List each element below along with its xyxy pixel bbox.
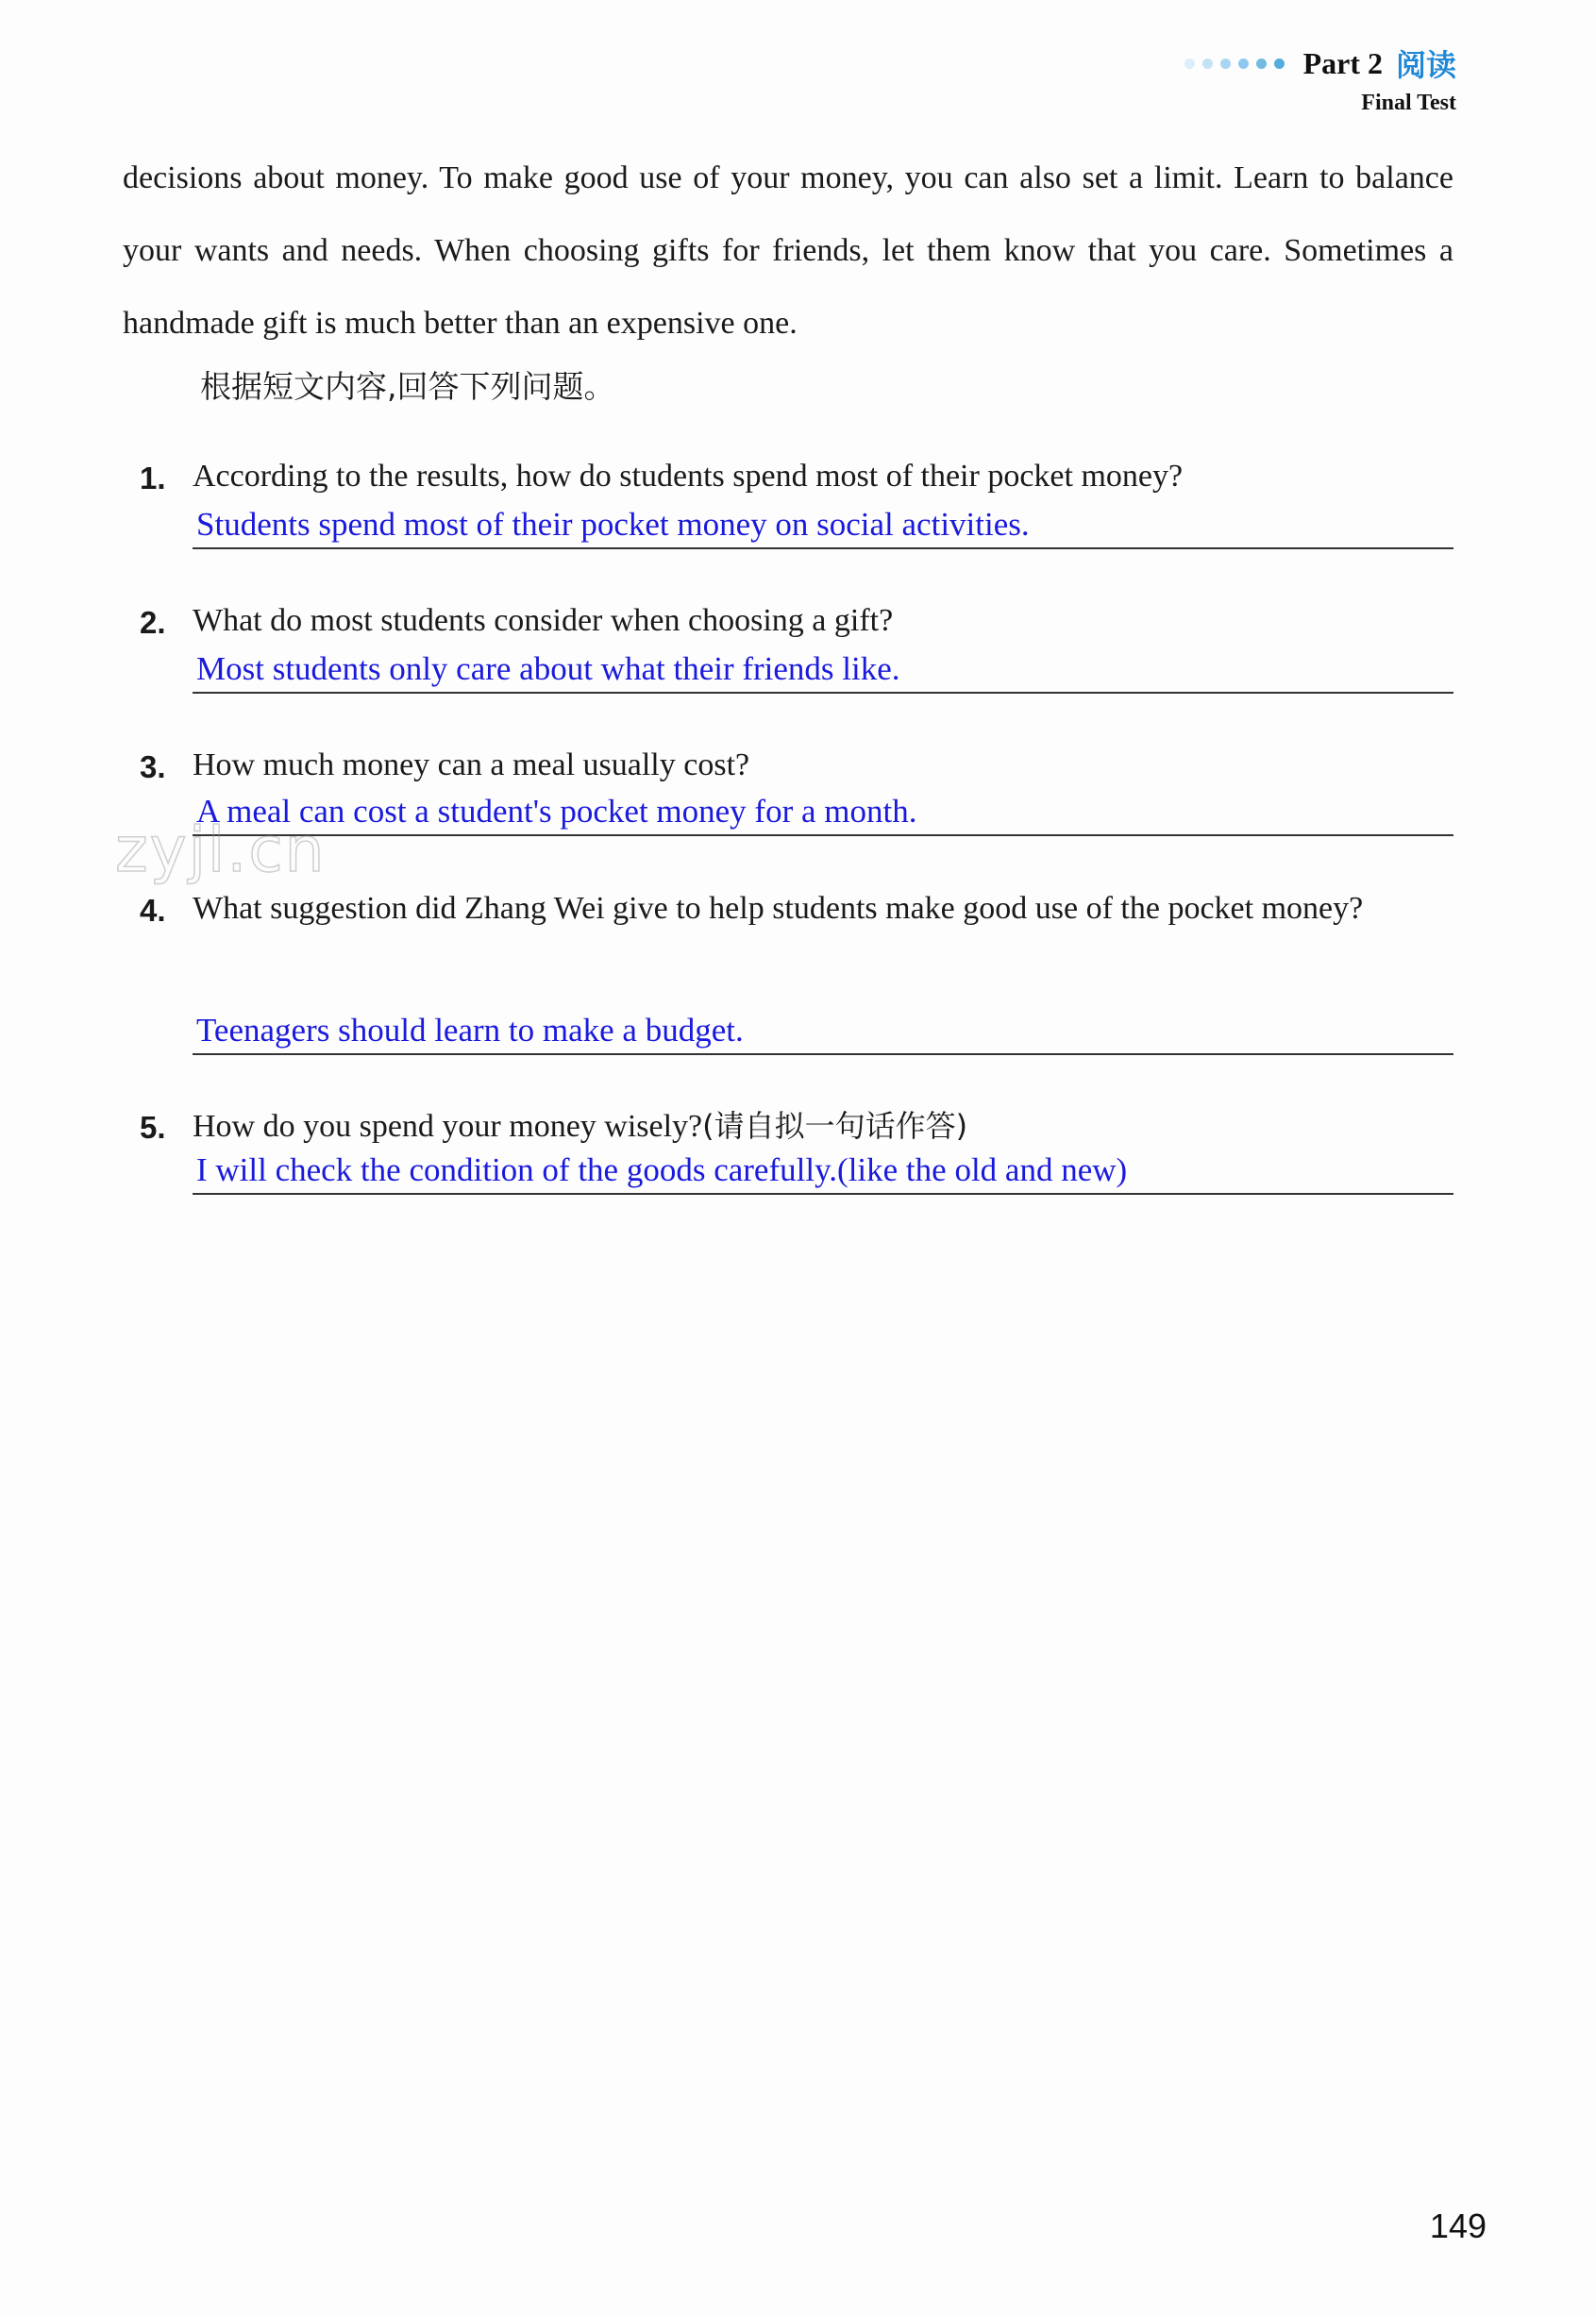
answer-line[interactable] [193, 1150, 1453, 1195]
question-number: 3. [140, 749, 166, 784]
part-label: Part 2 [1302, 45, 1383, 80]
dot-icon [1202, 59, 1213, 69]
question-text: What suggestion did Zhang Wei give to help students make good use of the pocket money? [193, 891, 1364, 926]
answer-text: Students spend most of their pocket money on social activities. [196, 506, 1030, 543]
question-number: 4. [140, 893, 166, 928]
header-subtitle: Final Test [1361, 91, 1456, 115]
question-text: According to the results, how do students spend most of their pocket money? [193, 459, 1184, 494]
question-number: 1. [140, 461, 166, 495]
passage-text: decisions about money. To make good use of your money, you can also set a limit. Learn to balance your wants and needs. When choosing gifts for friends, let them know that you care. Sometimes a handmade gift is much better than an expensive one. [123, 160, 1453, 341]
question-text: How much money can a meal usually cost? [193, 747, 750, 782]
answer-line[interactable] [193, 504, 1453, 549]
decorative-dots [1184, 59, 1285, 69]
question-number: 5. [140, 1110, 166, 1145]
section-label: 阅读 [1395, 47, 1456, 83]
answer-line[interactable] [193, 791, 1453, 836]
dot-icon [1256, 59, 1267, 69]
dot-icon [1184, 59, 1195, 69]
question-text-cn: (请自拟一句话作答) [702, 1108, 968, 1144]
instruction-text: 根据短文内容,回答下列问题。 [200, 368, 615, 405]
answer-text: Most students only care about what their friends like. [196, 650, 900, 687]
dot-icon [1220, 59, 1231, 69]
question-number: 2. [140, 605, 166, 640]
page-header [1184, 42, 1456, 116]
question-text: What do most students consider when choosing a gift? [193, 603, 894, 638]
question-text-en: How do you spend your money wisely? [193, 1109, 703, 1144]
answer-line[interactable] [193, 648, 1453, 694]
answer-text: Teenagers should learn to make a budget. [196, 1012, 744, 1049]
page-number: 149 [1429, 2207, 1487, 2245]
answer-text: I will check the condition of the goods carefully.(like the old and new) [196, 1151, 1128, 1188]
answer-text: A meal can cost a student's pocket money for a month. [196, 793, 917, 830]
dot-icon [1238, 59, 1249, 69]
answer-line[interactable] [193, 1010, 1453, 1055]
watermark: zyjl.cn [115, 814, 327, 886]
dot-icon [1274, 59, 1285, 69]
